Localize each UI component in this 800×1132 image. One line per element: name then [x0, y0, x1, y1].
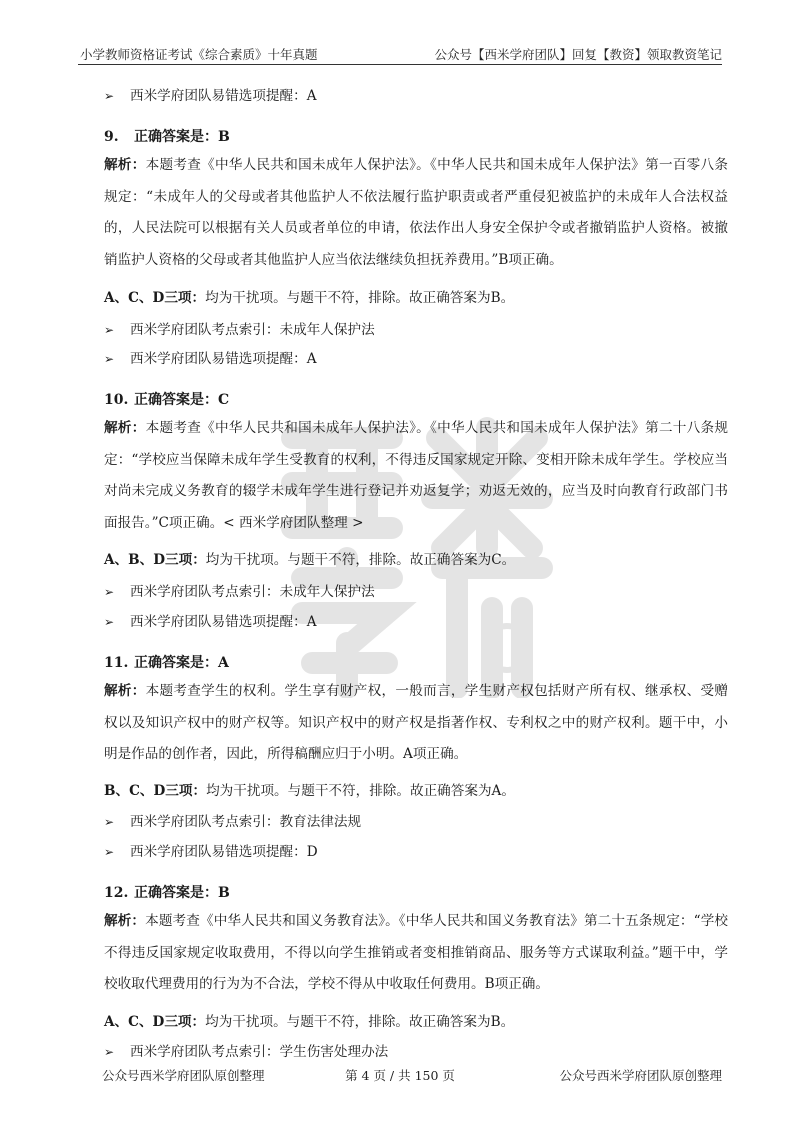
error-reminder: 西米学府团队易错选项提醒：A — [130, 88, 317, 104]
analysis-text: 本题考查《中华人民共和国未成年人保护法》。《中华人民共和国未成年人保护法》第一百零八条规定：“未成年人的父母或者其他监护人不依法履行监护职责或者严重侵犯被监护的未成年人合法权益的，人民法院可以根据有关人员或者单位的申请，依法作出人身安全保护令或者撤销监护人资格。被撤销监护人资格的父母或者其他监护人应当依法继续负担抚养费用。”B项正确。 — [104, 157, 728, 268]
arrow-bullet-icon: ➢ — [104, 323, 115, 337]
question-answer: 正确答案是：B — [134, 129, 230, 145]
error-reminder: 西米学府团队易错选项提醒：A — [130, 614, 317, 630]
bullet-item — [104, 318, 375, 338]
bullet-item — [104, 840, 318, 860]
question-number: 12. — [104, 885, 129, 901]
bullet-item — [104, 610, 317, 630]
header-promo: 公众号【西米学府团队】回复【教资】领取教资笔记 — [434, 47, 722, 62]
other-options — [104, 548, 515, 568]
question-heading — [104, 882, 230, 902]
other-options-text: 均为干扰项。与题干不符，排除。故正确答案为C。 — [205, 552, 516, 568]
bullet-item — [104, 84, 317, 104]
analysis-text: 本题考查学生的权利。学生享有财产权，一般而言，学生财产权包括财产所有权、继承权、受赠权以及知识产权中的财产权等。知识产权中的财产权是指著作权、专利权之中的财产权利。题干中，小明是作品的创作者，因此，所得稿酬应归于小明。A项正确。 — [104, 683, 729, 762]
analysis-text: 本题考查《中华人民共和国未成年人保护法》。《中华人民共和国未成年人保护法》第二十八条规定：“学校应当保障未成年学生受教育的权利，不得违反国家规定开除、变相开除未成年学生。学校应当对尚未完成义务教育的辍学未成年学生进行登记并劝返复学；劝返无效的，应当及时向教育行政部门书面报告。”C项正确。< 西米学府团队整理 > — [104, 420, 728, 531]
analysis-paragraph — [104, 150, 728, 276]
bullet-item — [104, 1040, 388, 1060]
question-answer: 正确答案是：A — [134, 655, 229, 671]
analysis-paragraph — [104, 906, 728, 1001]
other-options-label: A、C、D三项： — [104, 1014, 206, 1030]
arrow-bullet-icon: ➢ — [104, 1045, 115, 1059]
question-heading — [104, 389, 229, 409]
analysis-label: 解析： — [104, 420, 146, 436]
analysis-label: 解析： — [104, 913, 146, 929]
other-options — [104, 286, 514, 306]
bullet-item — [104, 347, 317, 367]
arrow-bullet-icon: ➢ — [104, 615, 115, 629]
topic-index: 西米学府团队考点索引：学生伤害处理办法 — [130, 1044, 389, 1060]
other-options — [104, 1010, 514, 1030]
topic-index: 西米学府团队考点索引：未成年人保护法 — [130, 322, 375, 338]
arrow-bullet-icon: ➢ — [104, 845, 115, 859]
footer-left: 公众号西米学府团队原创整理 — [102, 1068, 265, 1083]
arrow-bullet-icon: ➢ — [104, 585, 115, 599]
other-options-label: A、B、D三项： — [104, 552, 206, 568]
page-header — [78, 38, 722, 65]
footer-right: 公众号西米学府团队原创整理 — [559, 1068, 722, 1083]
bullet-item — [104, 580, 375, 600]
topic-index: 西米学府团队考点索引：教育法律法规 — [130, 814, 362, 830]
bullet-item — [104, 810, 361, 830]
analysis-paragraph — [104, 676, 728, 771]
page-footer — [78, 1066, 722, 1086]
analysis-label: 解析： — [104, 683, 146, 699]
question-answer: 正确答案是：B — [134, 885, 230, 901]
other-options-text: 均为干扰项。与题干不符，排除。故正确答案为A。 — [206, 783, 515, 799]
page-number: 第 4 页 / 共 150 页 — [345, 1068, 455, 1083]
error-reminder: 西米学府团队易错选项提醒：A — [130, 351, 317, 367]
question-number: 10. — [104, 392, 129, 408]
arrow-bullet-icon: ➢ — [104, 89, 115, 103]
topic-index: 西米学府团队考点索引：未成年人保护法 — [130, 584, 375, 600]
analysis-text: 本题考查《中华人民共和国义务教育法》。《中华人民共和国义务教育法》第二十五条规定：“学校不得违反国家规定收取费用，不得以向学生推销或者变相推销商品、服务等方式谋取利益。”题干中，学校收取代理费用的行为为不合法，学校不得从中收取任何费用。B项正确。 — [104, 913, 728, 992]
analysis-label: 解析： — [104, 157, 146, 173]
other-options-label: B、C、D三项： — [104, 783, 207, 799]
other-options-label: A、C、D三项： — [104, 290, 206, 306]
other-options-text: 均为干扰项。与题干不符，排除。故正确答案为B。 — [205, 290, 515, 306]
arrow-bullet-icon: ➢ — [104, 815, 115, 829]
error-reminder: 西米学府团队易错选项提醒：D — [130, 844, 318, 860]
question-heading — [104, 126, 230, 146]
other-options-text: 均为干扰项。与题干不符，排除。故正确答案为B。 — [205, 1014, 515, 1030]
question-number: 11. — [104, 655, 129, 671]
question-answer: 正确答案是：C — [134, 392, 230, 408]
question-number: 9. — [104, 129, 119, 145]
arrow-bullet-icon: ➢ — [104, 352, 115, 366]
other-options — [104, 779, 515, 799]
question-heading — [104, 652, 229, 672]
header-title: 小学教师资格证考试《综合素质》十年真题 — [80, 47, 318, 62]
analysis-paragraph — [104, 413, 728, 539]
